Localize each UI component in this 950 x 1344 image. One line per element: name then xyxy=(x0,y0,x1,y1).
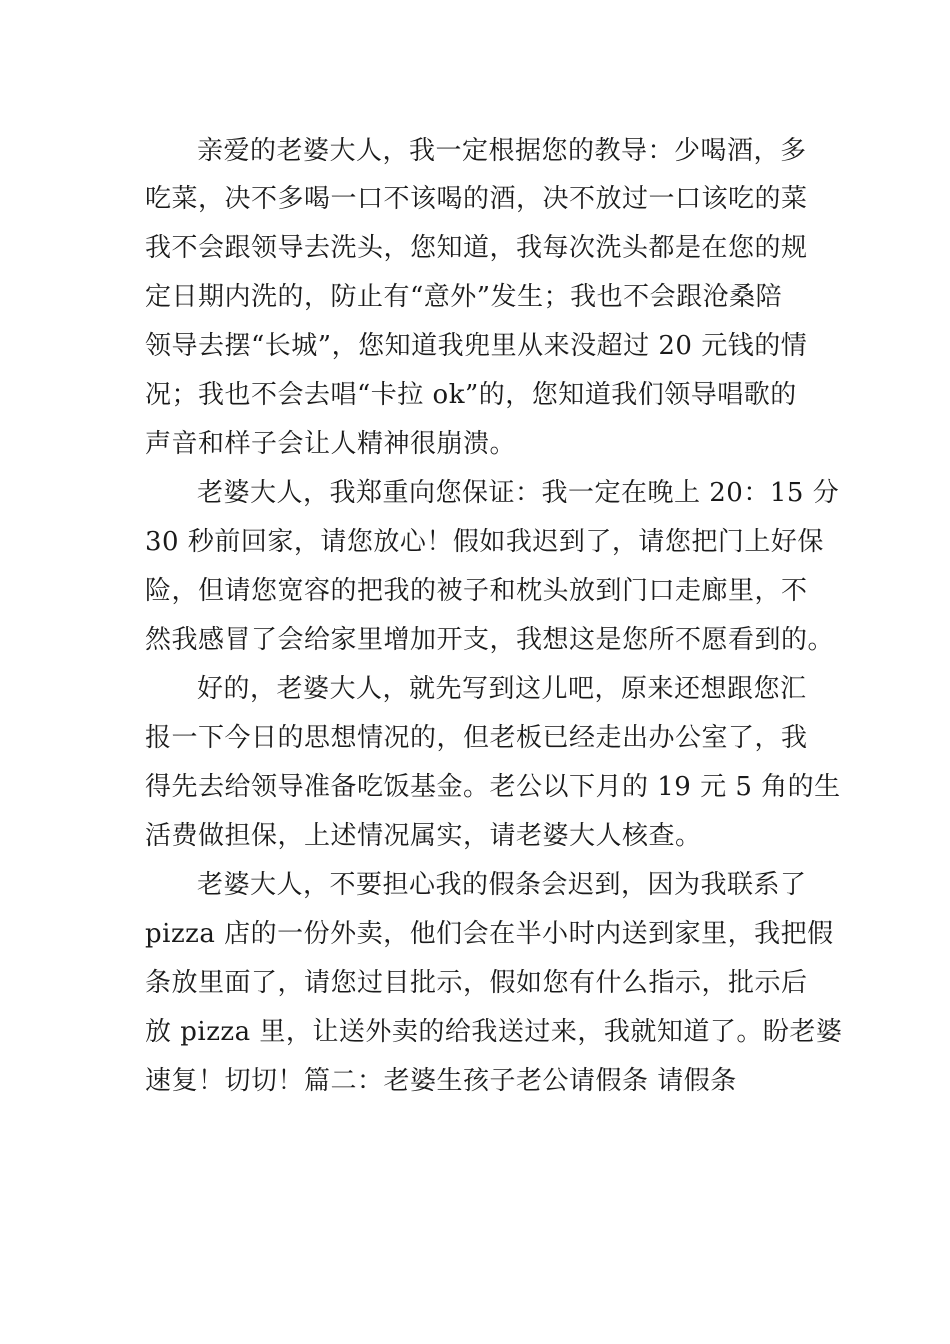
text-line: 况；我也不会去唱“卡拉 ok”的，您知道我们领导唱歌的 xyxy=(145,380,797,410)
text-line: 速复！切切！篇二：老婆生孩子老公请假条 请假条 xyxy=(145,1066,737,1096)
text-line: 得先去给领导准备吃饭基金。老公以下月的 19 元 5 角的生 xyxy=(145,772,841,802)
text-line: 亲爱的老婆大人，我一定根据您的教导：少喝酒，多 xyxy=(197,136,807,166)
text-line: 条放里面了，请您过目批示，假如您有什么指示，批示后 xyxy=(145,968,808,998)
text-line: pizza 店的一份外卖，他们会在半小时内送到家里，我把假 xyxy=(145,919,834,949)
text-line: 放 pizza 里，让送外卖的给我送过来，我就知道了。盼老婆 xyxy=(145,1017,843,1047)
text-line: 领导去摆“长城”，您知道我兜里从来没超过 20 元钱的情 xyxy=(145,331,808,361)
text-line: 30 秒前回家，请您放心！假如我迟到了，请您把门上好保 xyxy=(145,527,824,557)
text-line: 老婆大人，我郑重向您保证：我一定在晚上 20：15 分 xyxy=(197,478,840,508)
text-line: 报一下今日的思想情况的，但老板已经走出办公室了，我 xyxy=(145,723,808,753)
text-line: 吃菜，决不多喝一口不该喝的酒，决不放过一口该吃的菜 xyxy=(145,184,808,214)
text-line: 我不会跟领导去洗头，您知道，我每次洗头都是在您的规 xyxy=(145,233,808,263)
text-line: 活费做担保，上述情况属实，请老婆大人核查。 xyxy=(145,821,702,851)
text-line: 定日期内洗的，防止有“意外”发生；我也不会跟沧桑陪 xyxy=(145,282,783,312)
text-line: 声音和样子会让人精神很崩溃。 xyxy=(145,429,517,459)
text-line: 险，但请您宽容的把我的被子和枕头放到门口走廊里，不 xyxy=(145,576,808,606)
text-line: 老婆大人，不要担心我的假条会迟到，因为我联系了 xyxy=(197,870,807,900)
text-line: 然我感冒了会给家里增加开支，我想这是您所不愿看到的。 xyxy=(145,625,835,655)
text-line: 好的，老婆大人，就先写到这儿吧，原来还想跟您汇 xyxy=(197,674,807,704)
